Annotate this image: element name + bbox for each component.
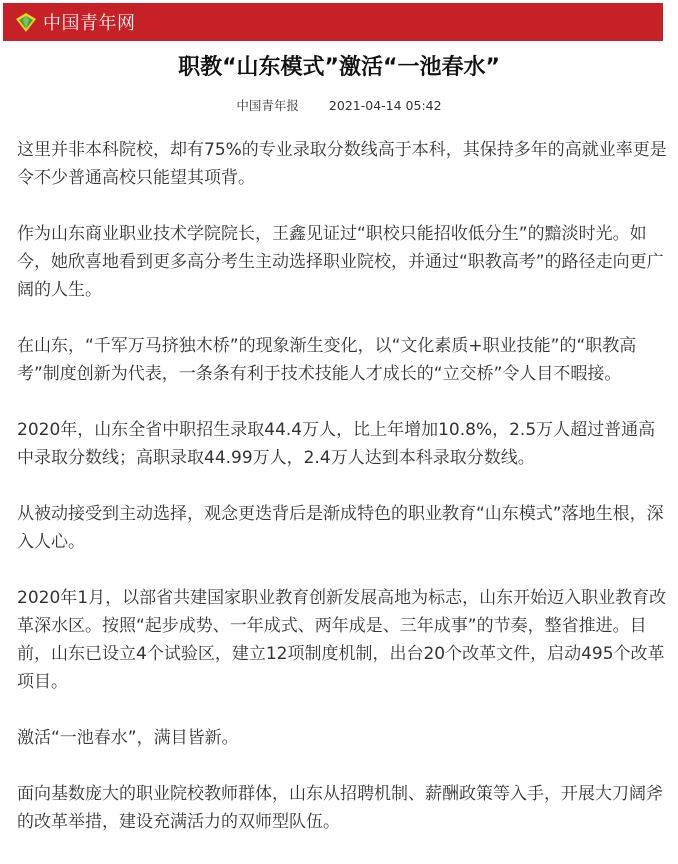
article-paragraph: 在山东，“千军万马挤独木桥”的现象渐生变化，以“文化素质+职业技能”的“职教高考”制度创新为代表，一条条有利于技术技能人才成长的“立交桥”令人目不暇接。	[17, 336, 637, 384]
article-meta	[0, 96, 678, 114]
article-paragraph: 作为山东商业职业技术学院院长，王鑫见证过“职校只能招收低分生”的黯淡时光。如今，她欣喜地看到更多高分考生主动选择职业院校，并通过“职教高考”的路径走向更广阔的人生。	[17, 224, 664, 300]
article-paragraph: 从被动接受到主动选择，观念更迭背后是渐成特色的职业教育“山东模式”落地生根，深入人心。	[17, 504, 664, 552]
article-paragraph: 这里并非本科院校，却有75%的专业录取分数线高于本科，其保持多年的高就业率更是令不少普通高校只能望其项背。	[17, 140, 667, 188]
site-header-bar	[3, 3, 663, 41]
article-paragraph: 2020年1月，以部省共建国家职业教育创新发展高地为标志，山东开始迈入职业教育改革深水区。按照“起步成势、一年成式、两年成是、三年成事”的节奏，整省推进。目前，山东已设立4个试验区，建立12项制度机制，出台20个改革文件，启动495个改革项目。	[17, 588, 667, 692]
article-source: 中国青年报	[236, 98, 299, 113]
site-brand-name[interactable]: 中国青年网	[43, 13, 136, 34]
article-datetime: 2021-04-14 05:42	[328, 98, 442, 113]
article-paragraph: 面向基数庞大的职业院校教师群体，山东从招聘机制、薪酬政策等入手，开展大刀阔斧的改革举措，建设充满活力的双师型队伍。	[17, 784, 663, 832]
article-paragraph: 激活“一池春水”，满目皆新。	[17, 728, 239, 748]
article-body	[17, 136, 667, 864]
article-paragraph: 2020年，山东全省中职招生录取44.4万人，比上年增加10.8%，2.5万人超过普通高中录取分数线；高职录取44.99万人，2.4万人达到本科录取分数线。	[17, 420, 656, 468]
green-diamond-logo-icon[interactable]	[15, 11, 37, 33]
article-title: 职教“山东模式”激活“一池春水”	[178, 55, 500, 80]
